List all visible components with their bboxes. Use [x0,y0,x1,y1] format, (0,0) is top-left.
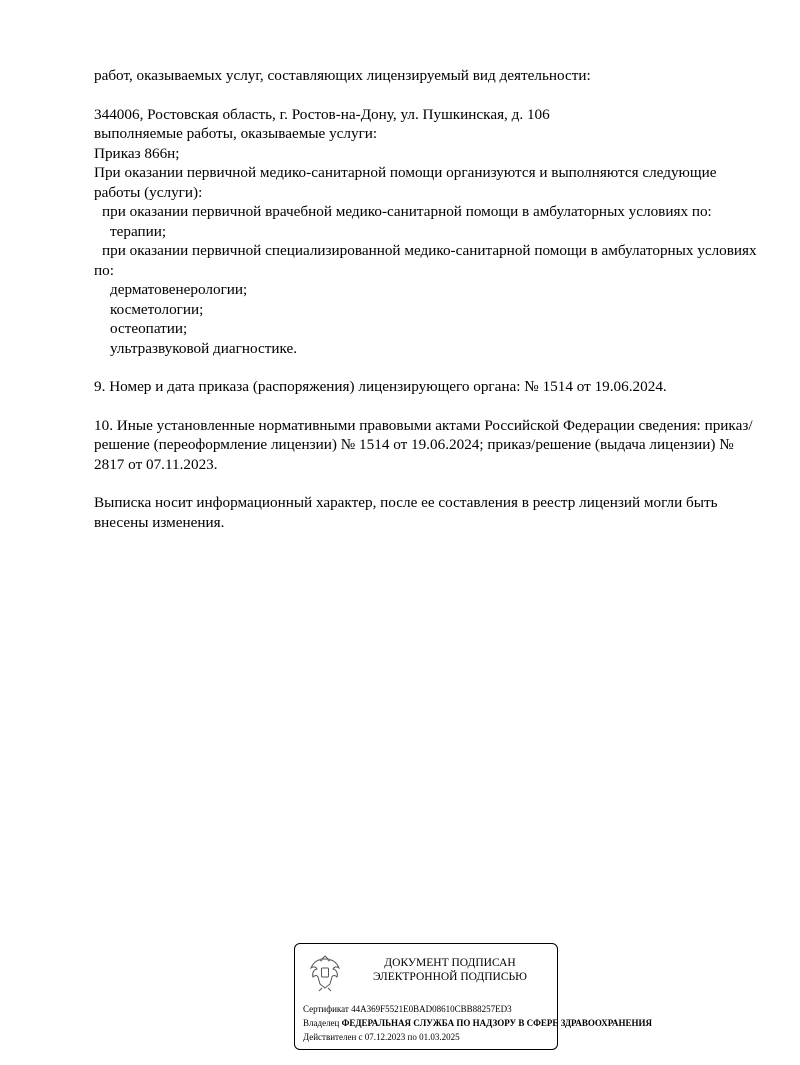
owner-row [303,1016,652,1030]
item-9: 9. Номер и дата приказа (распоряжения) лицензирующего органа: № 1514 от 19.06.2024. [94,378,667,395]
stamp-details [303,1002,652,1044]
primary-doctor-care: при оказании первичной врачебной медико-санитарной помощи в амбулаторных условиях по: [102,203,712,220]
certificate-label: Сертификат [303,1004,349,1014]
stamp-title-line: ДОКУМЕНТ ПОДПИСАН [384,957,516,969]
service-item: ультразвуковой диагностике. [110,339,298,357]
valid-to-value: 01.03.2025 [419,1032,460,1042]
service-item: косметологии; [110,300,204,318]
activity-works-line: работ, оказываемых услуг, составляющих лицензируемый вид деятельности: [94,67,591,84]
service-item: остеопатии; [110,320,188,337]
document-body [94,66,764,532]
e-signature-stamp [294,943,653,1050]
russian-coat-of-arms-icon [303,950,347,994]
valid-to-label: по [407,1032,417,1042]
owner-label: Владелец [303,1018,340,1028]
intro-paragraph: При оказании первичной медико-санитарной помощи организуются и выполняются следующие работы (услуги): [94,164,717,201]
item-10: 10. Иные установленные нормативными правовыми актами Российской Федерации сведения: приказ/решение (переоформление лицензии) № 1514 от 19.06.2024; приказ/решение (выдача лицензии) № 2817 от 07.11.2023. [94,416,753,473]
stamp-title-line: ЭЛЕКТРОННОЙ ПОДПИСЬЮ [373,971,527,983]
validity-row [303,1030,652,1044]
service-item: терапии; [110,222,167,240]
stamp-title [355,956,545,984]
disclaimer: Выписка носит информационный характер, после ее составления в реестр лицензий могли быть внесены изменения. [94,494,718,531]
certificate-value: 44A369F5521E0BAD08610CBB88257ED3 [351,1004,512,1014]
service-item: дерматовенерологии; [110,281,248,298]
address: 344006, Ростовская область, г. Ростов-на-Дону, ул. Пушкинская, д. 106 [94,105,550,123]
certificate-row [303,1002,652,1016]
valid-from-label: Действителен с [303,1032,363,1042]
order-reference: Приказ 866н; [94,144,180,162]
primary-specialized-care: при оказании первичной специализированной медико-санитарной помощи в амбулаторных условиях по: [94,242,757,279]
works-label: выполняемые работы, оказываемые услуги: [94,125,378,142]
valid-from-value: 07.12.2023 [364,1032,406,1042]
owner-value: ФЕДЕРАЛЬНАЯ СЛУЖБА ПО НАДЗОРУ В СФЕРЕ ЗДРАВООХРАНЕНИЯ [341,1018,653,1028]
